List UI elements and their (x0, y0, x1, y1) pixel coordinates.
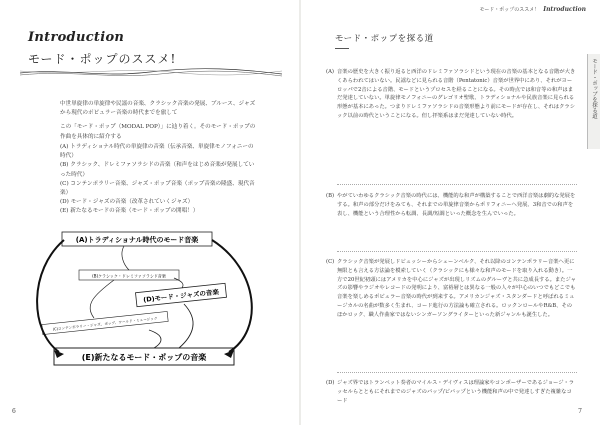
side-tab (587, 54, 600, 149)
paragraph-text: 音楽の歴史を大きく振り返ると西洋のドレミファソラシドという現在の音楽の基本となる音階が大きくあらわれてはいない。民謡などに見られる音階（Pentatonic）音楽が世界中にあり、それがヨーロッパで2音による音階、モードというプロセスを経ることになる。その時点では和音等の和声はまだ発達していない。単旋律モノフォニーのグレゴリオ聖歌、トラディショナルや民族音楽に見られる形態が基本にあった。つまりドレミファソラシドの音楽形態より前にモードが存在し、それはクラシック以前の時代ということになる。但し拝楽系はまだ発達していない時代。 (337, 69, 576, 119)
paragraph-marker: (B) (326, 193, 335, 199)
paragraph-text: ジャズ界ではトランペット奏者のマイルス・デイヴィスは理論家やコンポーザーであるジョージ・ラッセルらとともにそれまでのジャズのバップ/ビバップという機能和声の中で発達しすぎた複雑なコード (337, 380, 575, 404)
paragraph-marker: (C) (326, 259, 335, 265)
side-tab-label: モード・ポップを探る道 (591, 58, 597, 119)
box-d-label: (D)モード・ジャズの音楽 (142, 288, 220, 304)
paragraph-divider (337, 372, 577, 373)
page-number: 7 (578, 408, 582, 415)
decorative-wave-lines (20, 66, 282, 80)
list-item: (B) クラシック、ドレミファソラシドの音楽（和声をはじめ音楽が発展していった時代） (60, 162, 255, 178)
box-a-label: (A)トラディショナル時代のモード音楽 (75, 236, 199, 244)
running-header-jp: モード・ポップのススメ！ (479, 7, 540, 13)
intro-paragraph: 中世単旋律の単旋律や民謡の音楽、クラシック音楽の発展、ブルース、ジャズから現代のポピュラー音楽の時代までを旅して (60, 101, 256, 117)
paragraph-divider (337, 251, 577, 252)
running-header-en: Introduction (543, 6, 586, 13)
list-item: (C) コンテンポラリー音楽、ジャズ・ポップ音楽（ポップ音楽の隆盛、現代音楽） (60, 180, 255, 197)
music-history-diagram (24, 230, 274, 375)
paragraph-c (326, 258, 577, 320)
intro-heading-en: Introduction (28, 30, 125, 45)
intro-body (60, 100, 258, 147)
running-header (479, 6, 586, 13)
section-title-rule (335, 48, 349, 49)
page-number: 6 (12, 408, 16, 415)
paragraph-b (326, 192, 577, 218)
paragraph-divider (337, 184, 577, 185)
list-item: (E) 新たなるモードの音楽（モード・ポップの開唱！） (60, 208, 199, 215)
section-title: モード・ポップを探る道 (335, 34, 434, 44)
intro-heading-jp: モード・ポップのススメ! (28, 52, 177, 66)
box-c-label: (C)コンテンポラリー・ジャズ、ポップ、ワールド・ミュージック (52, 316, 158, 332)
intro-paragraph: この「モード・ポップ（MODAL POP）」に辿り着く。そのモード・ポップの作曲を具体的に紹介する (60, 124, 256, 140)
box-e-label: (E)新たなるモード・ポップの音楽 (81, 353, 207, 362)
paragraph-marker: (D) (326, 380, 335, 386)
right-page (301, 0, 600, 425)
paragraph-text: やがていわゆるクラシック音楽の時代には、機能的な和声が構築することで西洋音楽は劇的な発展をする。和声の部分だけをみても、それまでの単旋律音楽からポリフォニーへ発展、3和音での和声を表し、機能という合理性から転調、長調/短調といった概念を生んでいった。 (337, 193, 576, 217)
list-item: (A) トラディショナル時代の単旋律の音楽（伝承音楽、単旋律モノフォニーの時代） (60, 144, 254, 160)
paragraph-a (326, 68, 577, 121)
left-page (0, 0, 299, 425)
paragraph-text: クラシック音楽が発展しドビュッシーからシェーンベルク、それ以降のコンテンポラリー音楽へ更に無限とも言える方法論を模索していく（クラシックにも様々な和声のモードを取り入れる動き）。一方で20世紀初頭にはアメリカを中心にジャズが出現しリズムのグルーヴと共に急成長する。またジャズの影響やラジオやレコードの発明により、富裕層とは異なる一般の人々が中心のいつでもどこでも音楽を楽しめるポピュラー音楽の時代が到来する。アメリカンジャズ・スタンダードと呼ばれるミュージカルの名曲が数多く生まれ、コード進行の方法論も確立される。ロックンロールやR&B、そのほかロック、職人作曲家ではないシンガーソングライターといった新ジャンルも誕生した。 (337, 259, 576, 318)
box-b-label: (B)クラシック・ドレミファソラシド音楽 (92, 273, 166, 279)
paragraph-marker: (A) (326, 69, 334, 75)
paragraph-d (326, 379, 577, 405)
list-item: (D) モード・ジャズの音楽（改革されていくジャズ） (60, 199, 194, 206)
era-list (60, 143, 258, 217)
